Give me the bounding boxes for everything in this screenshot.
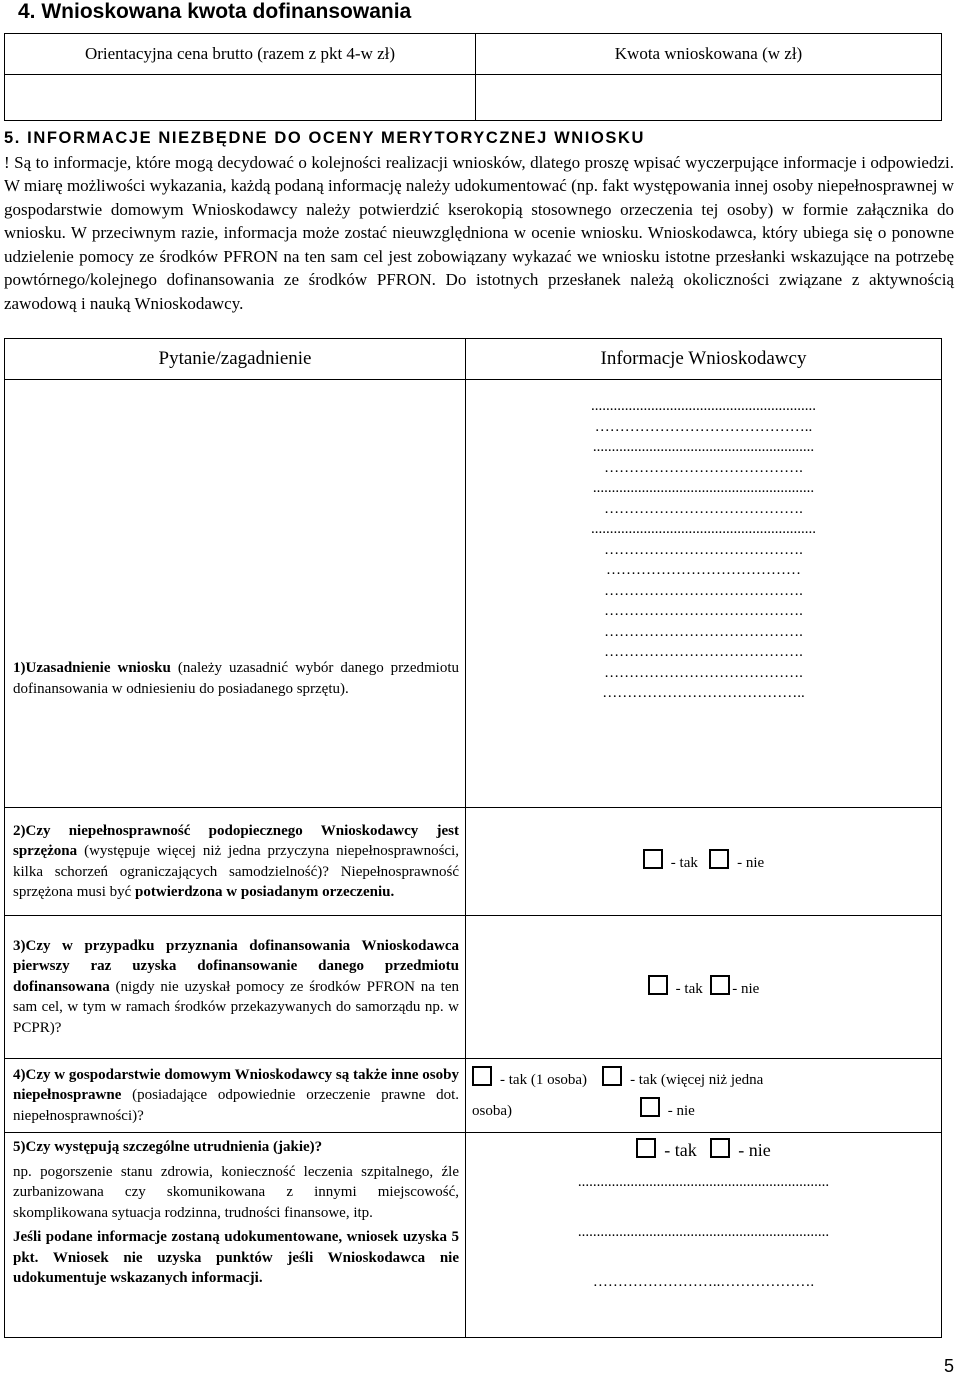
section-5: [4, 127, 954, 315]
dotted-line: ……………………..……………….: [592, 1274, 815, 1290]
q2-tak-checkbox[interactable]: [643, 849, 663, 869]
dotted-line: ………………………………….: [604, 644, 803, 660]
question-1-text: (należy uzasadnić wybór danego przedmiotu dofinansowania w odniesieniu do posiadanego sprzętu).: [13, 660, 459, 697]
section-5-instructions: ! Są to informacje, które mogą decydować o kolejności realizacji wniosków, dlatego proszę wpisać wyczerpujące informacje i odpowiedzi. W miarę możliwości wykazania, każdą podaną informację należy udokumentować (np. fakt występowania innej osoby niepełnosprawnej w gospodarstwie domowym Wnioskodawcy należy potwierdzić kserokopią stosownego orzeczenia tej osoby) w formie załącznika do wniosku. W przeciwnym razie, informacja może zostać nieuwzględniona w ocenie wniosku. Wnioskodawca, który ubiega się o ponowne udzielenie pomocy ze środków PFRON na ten sam cel jest zobowiązany wykazać we wniosku istotne przesłanki wskazujące na potrzebę powtórnego/kolejnego dofinansowania ze środków PFRON. Do istotnych przesłanek należą okoliczności związane z aktywnością zawodową i nauką Wnioskodawcy.: [4, 152, 954, 313]
q2-nie-checkbox[interactable]: [709, 849, 729, 869]
dotted-line: ............................................................: [591, 521, 816, 537]
answer-column-header: Informacje Wnioskodawcy: [466, 339, 942, 380]
dotted-line: ...................................................................: [577, 1224, 830, 1240]
q4-line-2: [472, 1096, 941, 1127]
question-4: [5, 1059, 466, 1133]
q2-tak-label: - tak: [670, 855, 698, 872]
dotted-line: …………………………………..: [602, 685, 805, 701]
question-2-note: potwierdzona w posiadanym orzeczeniu.: [135, 884, 395, 900]
q5-nie-label: - nie: [738, 1140, 771, 1160]
question-1-title: 1)Uzasadnienie wniosku: [13, 660, 171, 676]
amount-table: [4, 33, 942, 121]
price-header: Orientacyjna cena brutto (razem z pkt 4-w zł): [5, 34, 476, 75]
q4-one-person-checkbox[interactable]: [472, 1066, 492, 1086]
q3-tak-checkbox[interactable]: [648, 975, 668, 995]
q4-more-persons-checkbox[interactable]: [602, 1066, 622, 1086]
question-2: [5, 808, 466, 916]
price-field[interactable]: [5, 75, 476, 121]
q4-more-persons-label: - tak (więcej niż jedna: [630, 1071, 764, 1088]
q5-nie-checkbox[interactable]: [710, 1138, 730, 1158]
question-5-title: 5)Czy występują szczególne utrudnienia (jakie)?: [13, 1139, 323, 1155]
dotted-line: ………………………………….: [604, 664, 803, 681]
section-4-title: 4. Wnioskowana kwota dofinansowania: [18, 0, 412, 23]
dotted-line: ………………………………….: [604, 623, 803, 640]
q2-nie-label: - nie: [737, 855, 765, 872]
q4-line-1: [472, 1065, 941, 1096]
answer-3: [466, 916, 942, 1059]
q3-nie-label: - nie: [732, 980, 760, 997]
section-5-title: 5. INFORMACJE NIEZBĘDNE DO OCENY MERYTORYCZNEJ WNIOSKU: [4, 129, 646, 147]
q4-nie-checkbox[interactable]: [640, 1097, 660, 1117]
dotted-line: ……………………………………..: [594, 418, 813, 435]
requested-amount-header: Kwota wnioskowana (w zł): [476, 34, 942, 75]
answer-5-field[interactable]: [466, 1157, 941, 1307]
dotted-line: ............................................................: [591, 398, 816, 414]
q3-nie-checkbox[interactable]: [710, 975, 730, 995]
q5-tak-checkbox[interactable]: [636, 1138, 656, 1158]
question-3-text: (nigdy nie uzyskał pomocy ze środków PFRON na ten sam cel, w tym w ramach środków przekazywanych do samorządu np. w PCPR)?: [13, 978, 459, 1036]
answer-5: [466, 1133, 942, 1338]
question-3-bold: 3)Czy w przypadku przyznania dofinansowania Wnioskodawca pierwszy raz uzyska dofinansowanie danego przedmiotu dofinansowana: [13, 937, 459, 995]
dotted-line: ………………………………….: [604, 603, 803, 619]
q4-more-persons-label-cont: osoba): [472, 1102, 512, 1119]
dotted-line: ………………………………….: [604, 541, 803, 558]
question-4-text: (posiadające odpowiednie orzeczenie prawne dot. niepełnosprawności)?: [13, 1087, 459, 1124]
question-3: [5, 916, 466, 1059]
q4-nie-label: - nie: [667, 1102, 695, 1119]
question-column-header: Pytanie/zagadnienie: [5, 339, 466, 380]
question-2-text: (występuje więcej niż jedna przyczyna niepełnosprawności, kilka schorzeń ograniczających samodzielność)? Niepełnosprawność sprzężona musi być: [13, 843, 459, 900]
q4-one-person-label: - tak (1 osoba): [500, 1071, 588, 1088]
question-5-note: Jeśli podane informacje zostaną udokumentowane, wniosek uzyska 5 pkt. Wniosek nie uzyska punktów jeśli Wnioskodawca nie udokumentuje wskazanych informacji.: [13, 1229, 459, 1286]
dotted-line: ...................................................................: [577, 1174, 830, 1190]
dotted-line: ………………………………….: [604, 459, 803, 476]
requested-amount-field[interactable]: [476, 75, 942, 121]
question-4-bold: 4)Czy w gospodarstwie domowym Wnioskodawcy są także inne osoby niepełnosprawne: [13, 1066, 459, 1104]
question-5-text: np. pogorszenie stanu zdrowia, konieczność leczenia szpitalnego, źle zurbanizowana czy skomunikowana z innymi miejscowość, skomplikowana sytuacja rodzinna, trudności finansowe, itp.: [13, 1163, 459, 1221]
answer-4: [466, 1059, 942, 1133]
answer-2: [466, 808, 942, 916]
question-5: [5, 1133, 466, 1338]
dotted-line: …………………………………: [606, 562, 801, 578]
dotted-line: ………………………………….: [604, 500, 803, 517]
dotted-line: ...........................................................: [592, 480, 815, 496]
dotted-line: ………………………………….: [604, 582, 803, 599]
question-1: [5, 380, 466, 808]
q3-tak-label: - tak: [675, 980, 703, 997]
dotted-line: ...........................................................: [592, 439, 815, 455]
q5-tak-label: - tak: [664, 1140, 697, 1160]
answer-1-dotted-lines: [466, 396, 941, 704]
answer-1-field[interactable]: [466, 380, 942, 808]
page-number: 5: [943, 1356, 954, 1376]
questions-table: [4, 338, 942, 1338]
question-2-bold: 2)Czy niepełnosprawność podopiecznego Wnioskodawcy jest sprzężona: [13, 822, 459, 859]
